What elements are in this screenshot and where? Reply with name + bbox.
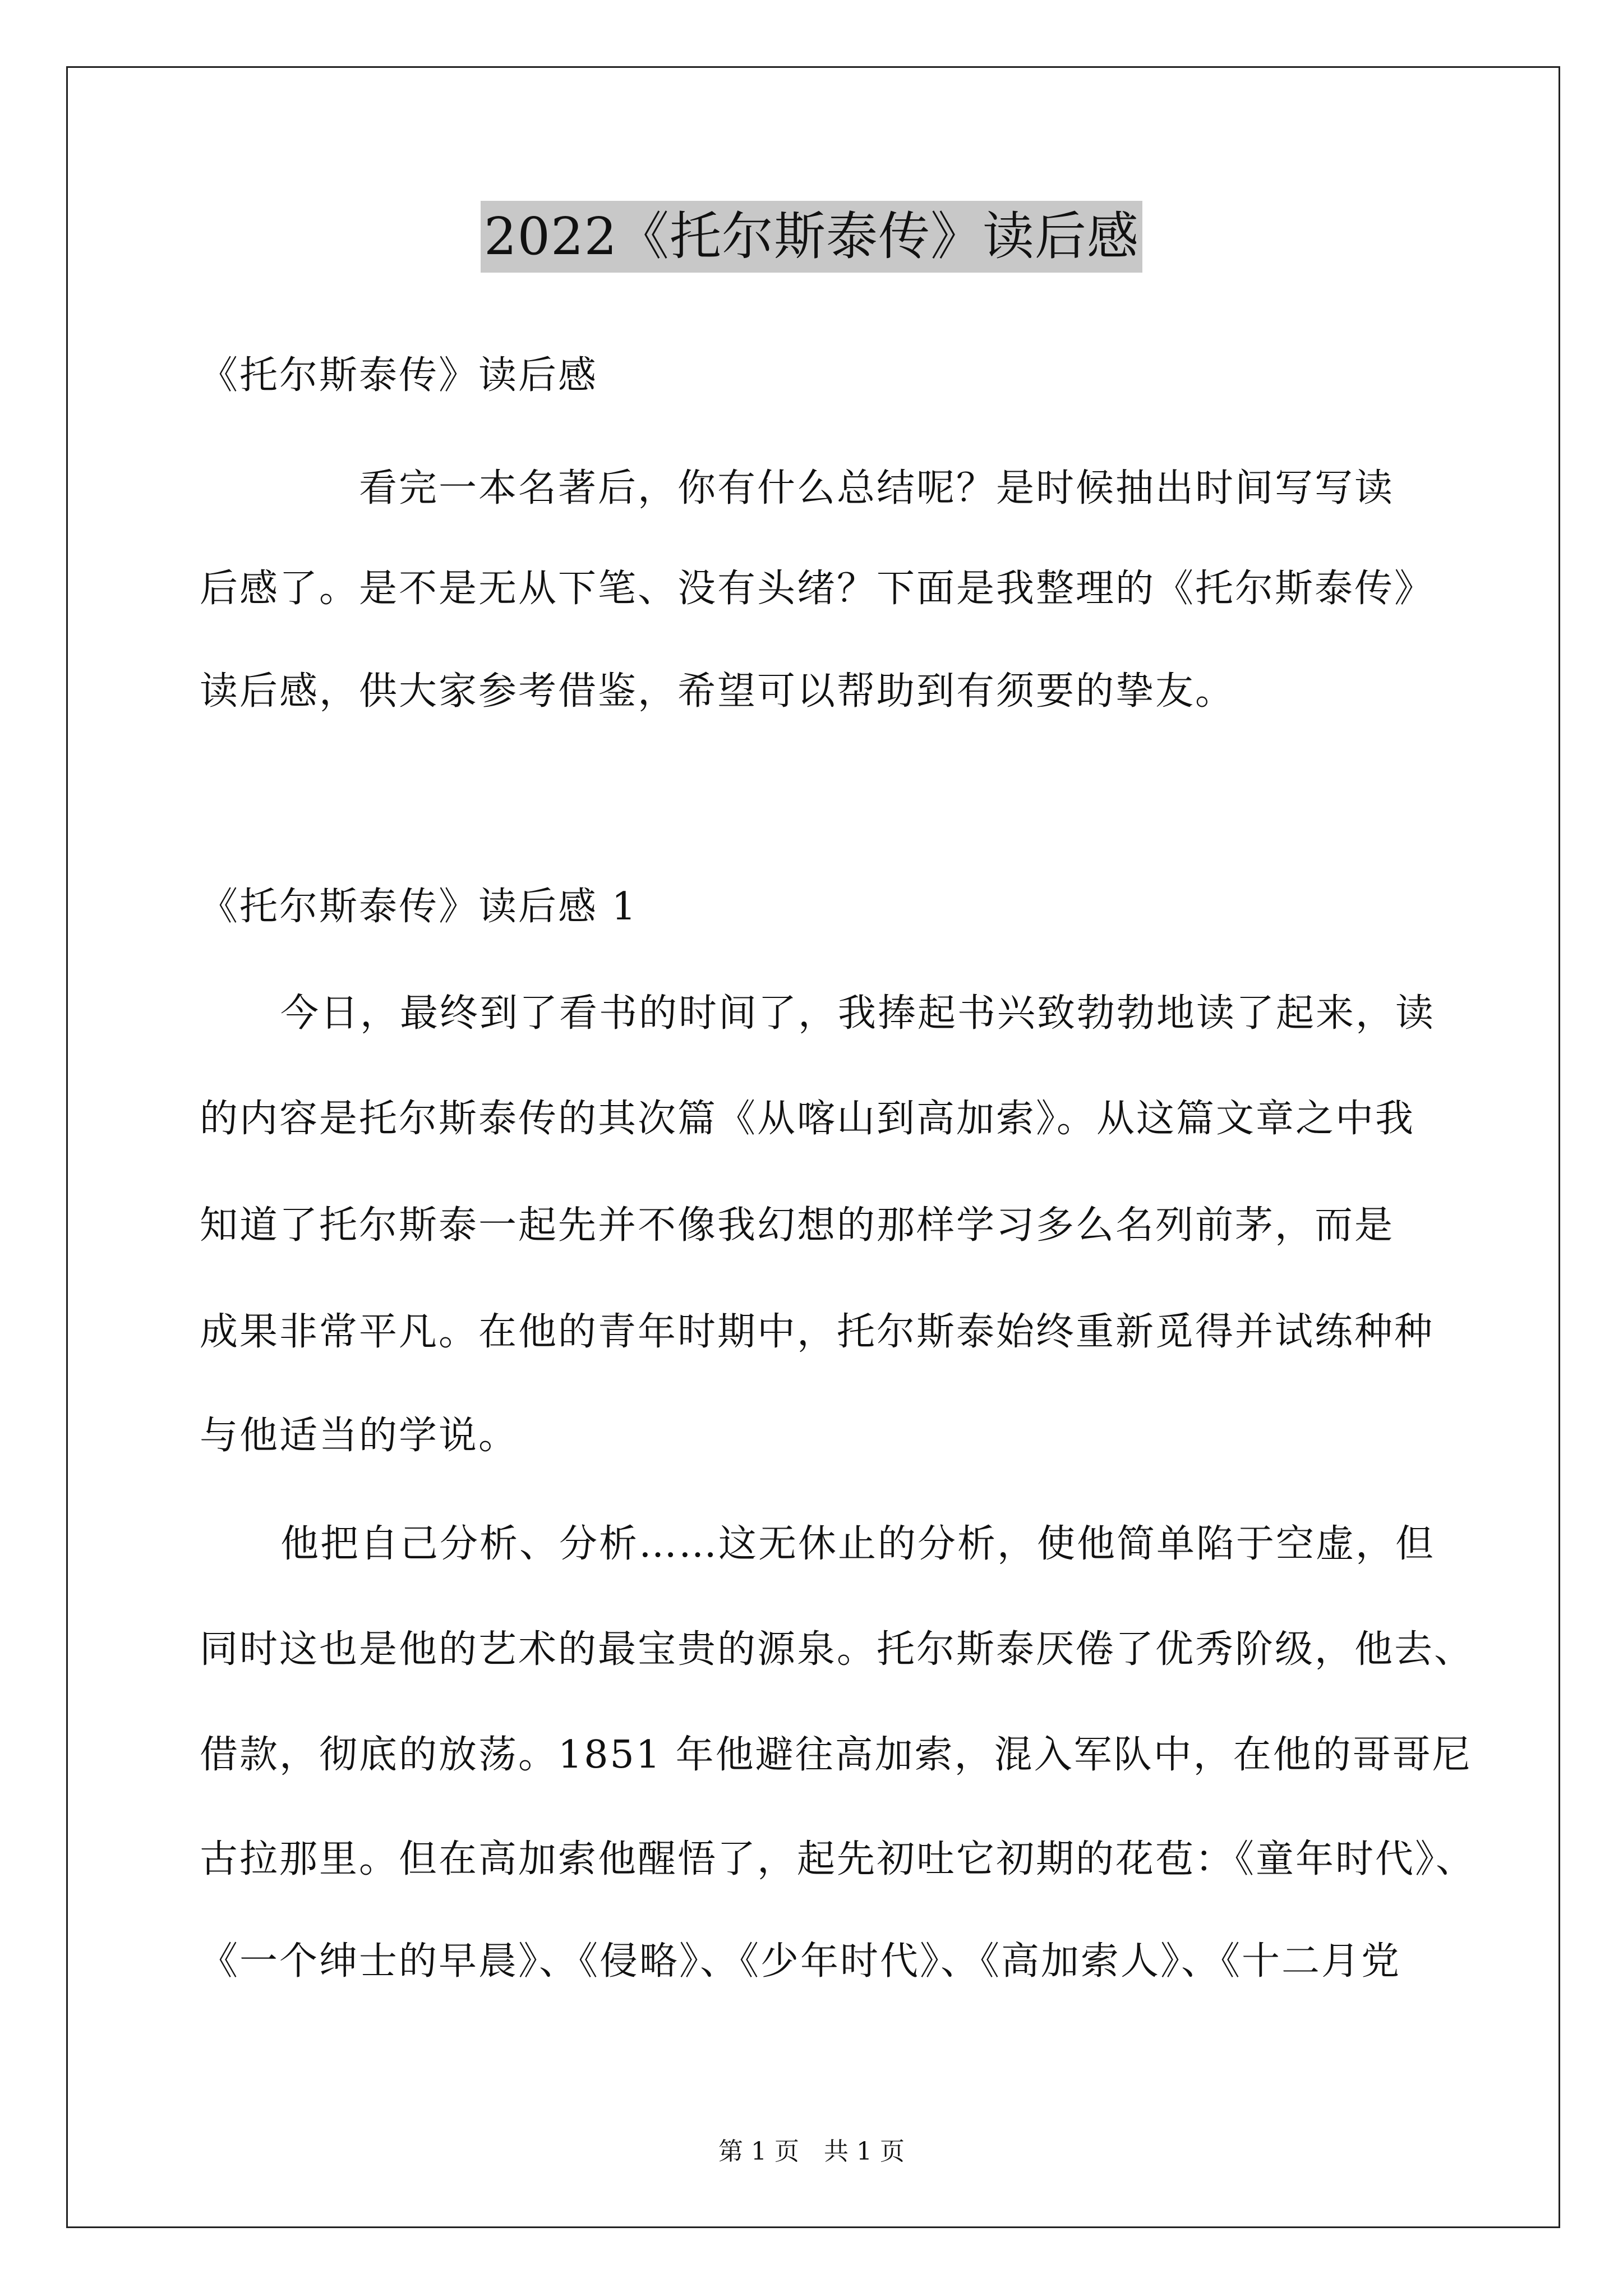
document-subtitle: 《托尔斯泰传》读后感 bbox=[200, 353, 598, 398]
paragraph-line: 他把自己分析、分析……这无休止的分析，使他简单陷于空虚，但 bbox=[280, 1522, 1436, 1566]
document-title: 2022《托尔斯泰传》读后感 bbox=[481, 201, 1142, 273]
paragraph-line: 成果非常平凡。在他的青年时期中，托尔斯泰始终重新觅得并试练种种 bbox=[200, 1310, 1435, 1354]
paragraph-line: 与他适当的学说。 bbox=[200, 1414, 519, 1458]
section-heading: 《托尔斯泰传》读后感 1 bbox=[200, 885, 638, 929]
paragraph-line: 知道了托尔斯泰一起先并不像我幻想的那样学习多么名列前茅，而是 bbox=[200, 1203, 1395, 1248]
paragraph-line: 借款，彻底的放荡。1851 年他避往高加索，混入军队中，在他的哥哥尼 bbox=[200, 1733, 1472, 1777]
paragraph-line: 的内容是托尔斯泰传的其次篇《从喀山到高加索》。从这篇文章之中我 bbox=[200, 1097, 1415, 1141]
paragraph-line: 古拉那里。但在高加索他醒悟了，起先初吐它初期的花苞：《童年时代》、 bbox=[200, 1837, 1476, 1881]
intro-line: 读后感，供大家参考借鉴，希望可以帮助到有须要的挚友。 bbox=[200, 669, 1235, 714]
title-container bbox=[0, 201, 1623, 273]
paragraph-line: 《一个绅士的早晨》、《侵略》、《少年时代》、《高加索人》、《十二月党 bbox=[200, 1939, 1401, 1984]
intro-line: 看完一本名著后，你有什么总结呢？是时候抽出时间写写读 bbox=[359, 466, 1395, 510]
paragraph-line: 今日，最终到了看书的时间了，我捧起书兴致勃勃地读了起来，读 bbox=[280, 991, 1436, 1036]
paragraph-line: 同时这也是他的艺术的最宝贵的源泉。托尔斯泰厌倦了优秀阶级，他去、 bbox=[200, 1627, 1474, 1672]
page-number-footer: 第 1 页 共 1 页 bbox=[718, 2137, 905, 2166]
intro-line: 后感了。是不是无从下笔、没有头绪？下面是我整理的《托尔斯泰传》 bbox=[200, 567, 1435, 611]
